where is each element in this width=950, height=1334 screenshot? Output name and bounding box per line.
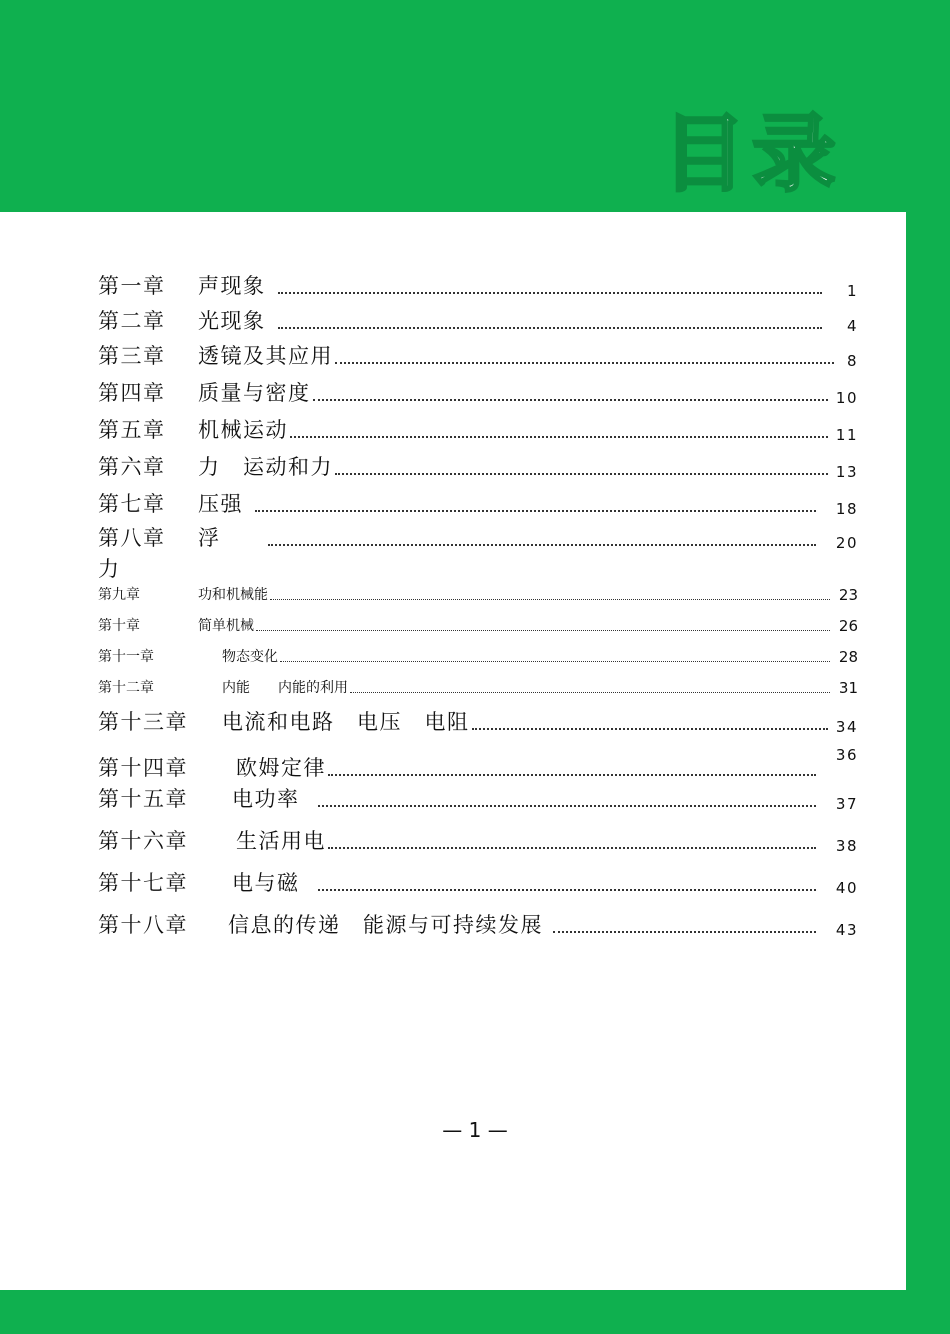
page-title: 目录 xyxy=(662,105,843,203)
toc-page: 38 xyxy=(835,837,858,855)
toc-chapter: 第六章 xyxy=(98,455,166,479)
toc-chapter: 第一章 xyxy=(98,274,166,298)
toc-page: 40 xyxy=(835,879,858,897)
toc-page: 20 xyxy=(835,534,858,552)
toc-title: 光现象 xyxy=(198,309,266,333)
toc-chapter: 第四章 xyxy=(98,381,166,405)
toc-title: 电功率 xyxy=(232,787,300,811)
toc-page: 37 xyxy=(835,795,858,813)
toc-title: 力 运动和力 xyxy=(198,455,333,479)
toc-leader xyxy=(313,398,829,401)
toc-leader xyxy=(335,361,834,364)
toc-entry[interactable] xyxy=(98,909,858,939)
toc-chapter: 第十八章 xyxy=(98,913,188,937)
toc-leader xyxy=(280,660,830,662)
toc-page: 36 xyxy=(835,746,858,764)
toc-title: 声现象 xyxy=(198,274,266,298)
toc-leader xyxy=(290,435,828,438)
toc-title-wrap: 力 xyxy=(98,557,119,581)
toc-title: 功和机械能 xyxy=(198,587,268,603)
toc-entry[interactable] xyxy=(98,488,858,518)
toc-chapter: 第十一章 xyxy=(98,649,154,665)
toc-title: 物态变化 xyxy=(222,649,278,665)
toc-title: 电流和电路 电压 电阻 xyxy=(222,710,470,734)
toc-entry[interactable] xyxy=(98,305,858,335)
toc-page: 10 xyxy=(835,389,858,407)
toc-leader xyxy=(350,691,830,693)
toc-leader xyxy=(335,472,828,475)
toc-leader xyxy=(318,888,817,891)
toc-chapter: 第十七章 xyxy=(98,871,188,895)
toc-chapter: 第九章 xyxy=(98,587,140,603)
toc-entry[interactable] xyxy=(98,867,858,897)
toc-title: 机械运动 xyxy=(198,418,288,442)
toc-page: 4 xyxy=(846,317,858,335)
toc-leader xyxy=(256,629,830,631)
toc-title: 压强 xyxy=(198,492,243,516)
toc-page: 26 xyxy=(838,617,858,635)
toc-chapter: 第十四章 xyxy=(98,756,188,780)
toc-page: 13 xyxy=(835,463,858,481)
toc-entry[interactable] xyxy=(98,677,858,697)
toc-chapter: 第十二章 xyxy=(98,680,154,696)
toc-leader xyxy=(328,773,816,776)
toc-page: 11 xyxy=(835,426,858,444)
toc-chapter: 第二章 xyxy=(98,309,166,333)
toc-leader xyxy=(278,326,823,329)
toc-title: 电与磁 xyxy=(232,871,300,895)
toc-entry[interactable] xyxy=(98,522,858,552)
toc-leader xyxy=(553,930,816,933)
toc-entry[interactable] xyxy=(98,706,858,736)
toc-title: 欧姆定律 xyxy=(236,756,326,780)
toc-entry[interactable] xyxy=(98,451,858,481)
toc-entry[interactable] xyxy=(98,646,858,666)
toc-page: 1 xyxy=(846,282,858,300)
toc-entry[interactable] xyxy=(98,746,858,782)
toc-page: 8 xyxy=(846,352,858,370)
toc-chapter: 第五章 xyxy=(98,418,166,442)
toc-title: 内能 内能的利用 xyxy=(222,680,348,696)
toc-chapter: 第十六章 xyxy=(98,829,188,853)
toc-chapter: 第七章 xyxy=(98,492,166,516)
toc-title: 透镜及其应用 xyxy=(198,344,333,368)
toc-title: 信息的传递 能源与可持续发展 xyxy=(228,913,543,937)
page-number: — 1 — xyxy=(442,1118,508,1142)
toc-chapter: 第十五章 xyxy=(98,787,188,811)
toc-leader xyxy=(268,543,816,546)
toc-chapter: 第十章 xyxy=(98,618,140,634)
toc-leader xyxy=(255,509,816,512)
toc-title: 生活用电 xyxy=(236,829,326,853)
toc-page: 28 xyxy=(838,648,858,666)
toc-entry[interactable] xyxy=(98,377,858,407)
toc-entry[interactable] xyxy=(98,783,858,813)
toc-entry[interactable] xyxy=(98,584,858,604)
toc-chapter: 第八章 xyxy=(98,526,166,550)
toc-page: 23 xyxy=(838,586,858,604)
toc-entry[interactable] xyxy=(98,825,858,855)
toc-page: 18 xyxy=(835,500,858,518)
toc-leader xyxy=(328,846,816,849)
toc-leader xyxy=(318,804,817,807)
toc-page: 31 xyxy=(838,679,858,697)
toc-leader xyxy=(472,727,829,730)
toc-entry[interactable] xyxy=(98,414,858,444)
toc-leader xyxy=(270,598,830,600)
toc-title: 浮 xyxy=(198,526,221,550)
toc-page: 34 xyxy=(835,718,858,736)
toc-chapter: 第十三章 xyxy=(98,710,188,734)
toc-entry[interactable] xyxy=(98,615,858,635)
toc-page: 43 xyxy=(835,921,858,939)
toc-title: 质量与密度 xyxy=(198,381,311,405)
toc-title: 简单机械 xyxy=(198,618,254,634)
toc-entry[interactable] xyxy=(98,340,858,370)
toc-entry[interactable] xyxy=(98,270,858,300)
toc-chapter: 第三章 xyxy=(98,344,166,368)
toc-leader xyxy=(278,291,823,294)
